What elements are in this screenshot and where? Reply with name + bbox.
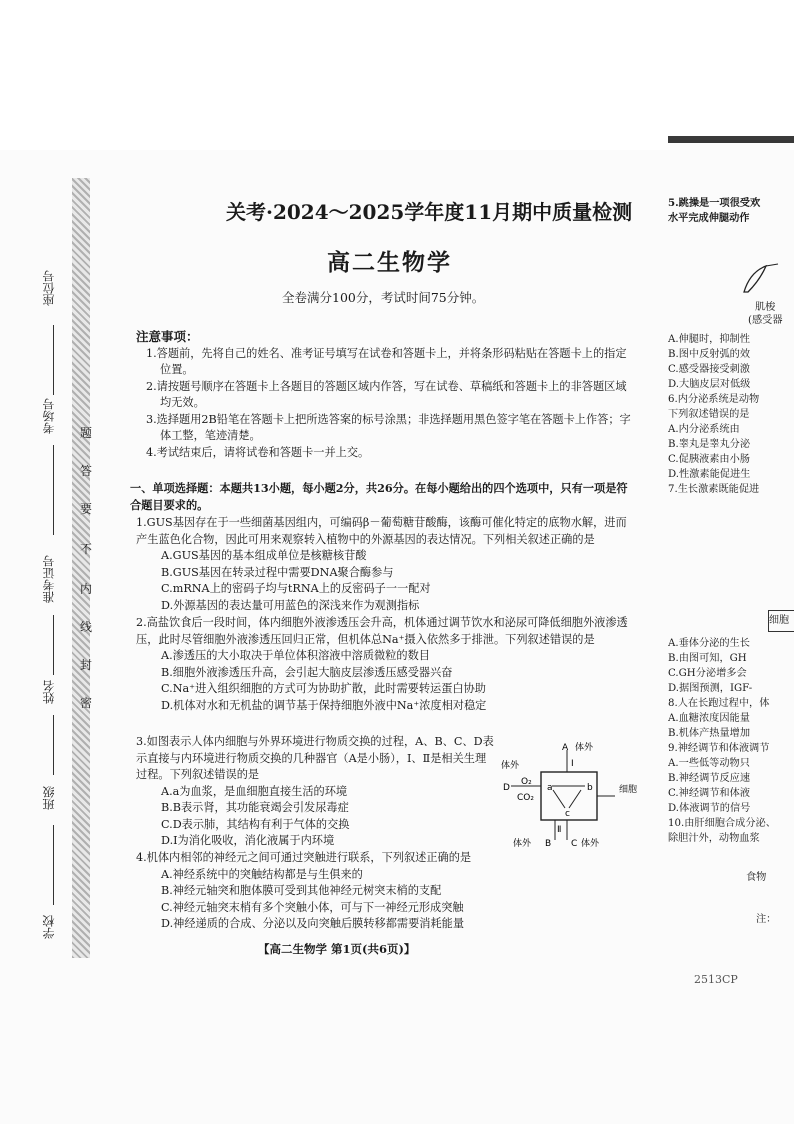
right-col-line: C.GH分泌增多会	[668, 668, 747, 679]
diag-label: a	[547, 783, 553, 793]
notice-item: 3.选择题用2B铅笔在答题卡上把所选答案的标号涂黑；非选择题用黑色签字笔在答题卡上作答；字体工整，笔迹清楚。	[146, 412, 631, 442]
question-1	[136, 515, 636, 614]
right-col-line: B.图中反射弧的效	[668, 349, 751, 360]
right-col-line: 水平完成伸腿动作	[668, 212, 750, 224]
class-line	[53, 825, 54, 905]
question-3	[136, 734, 496, 850]
exam-room-label: 考场号	[42, 398, 56, 434]
option: A.渗透压的大小取决于单位体积溶液中溶质微粒的数目	[161, 649, 430, 662]
right-col-line: 食物	[746, 872, 767, 883]
right-col-line: B.由图可知，GH	[668, 653, 747, 664]
exam-room-line	[53, 445, 54, 535]
page-code: 2513CP	[694, 973, 738, 986]
subject-title: 高二生物学	[327, 249, 452, 276]
option: B.细胞外液渗透压升高，会引起大脑皮层渗透压感受器兴奋	[161, 665, 453, 679]
right-col-line: C.促胰液素由小肠	[668, 454, 750, 465]
question-stem: 4.机体内相邻的神经元之间可通过突触进行联系，下列叙述正确的是	[136, 851, 472, 864]
seal-word: 答	[80, 464, 93, 478]
right-col-line: (感受器	[748, 315, 783, 326]
question-stem: 1.GUS基因存在于一些细菌基因组内，可编码β－葡萄糖苷酸酶，该酶可催化特定的底物水解，进而产生蓝色化合物，因此可用来观察转入植物中的外源基因的表达情况。下列相关叙述正确的是	[136, 516, 627, 546]
arrow-b-c	[569, 790, 581, 808]
admission-number-line	[53, 615, 54, 675]
class-label: 班级	[42, 786, 56, 810]
diag-label: CO₂	[517, 793, 534, 803]
question-4	[136, 850, 636, 933]
option: C.神经元轴突末梢有多个突触小体，可与下一神经元形成突触	[161, 900, 464, 914]
diag-label: 体外	[575, 743, 594, 753]
seal-word: 内	[80, 582, 93, 596]
right-col-line: 7.生长激素既能促进	[668, 484, 760, 495]
option: B.神经元轴突和胞体膜可受到其他神经元树突末梢的支配	[161, 884, 442, 897]
option: C.mRNA上的密码子均与tRNA上的反密码子一一配对	[161, 582, 431, 595]
right-col-line: 5.跳操是一项很受欢	[668, 197, 761, 209]
diag-label: b	[587, 783, 593, 793]
right-col-line: D.体液调节的信号	[668, 803, 751, 814]
question-2	[136, 615, 636, 714]
section-heading: 一、单项选择题：本题共13小题，每小题2分，共26分。在每小题给出的四个选项中，只有一项是符合题目要求的。	[130, 481, 628, 512]
right-col-line: 细胞	[769, 615, 789, 626]
diag-label: B	[545, 839, 552, 849]
right-col-line: D.据图预测，IGF-	[668, 683, 753, 694]
right-col-line: 注：	[756, 914, 777, 925]
diag-label: C	[571, 839, 578, 849]
right-col-line: 除胆汁外，动物血浆	[668, 833, 760, 844]
diag-label: 体外	[581, 839, 600, 849]
diag-label: A	[562, 743, 569, 753]
right-col-line: 8.人在长跑过程中，体	[668, 698, 770, 709]
diag-label: O₂	[521, 777, 532, 787]
figure-cell-box	[768, 610, 794, 632]
muscle-spindle-sketch	[740, 262, 780, 294]
seal-word: 题	[80, 426, 93, 440]
option: C.Na⁺进入组织细胞的方式可为协助扩散，此时需要转运蛋白协助	[161, 682, 486, 695]
right-col-line: 下列叙述错误的是	[668, 409, 750, 420]
notice-heading: 注意事项：	[136, 329, 199, 344]
notice-item: 4.考试结束后，请将试卷和答题卡一并上交。	[146, 445, 370, 459]
right-col-line: A.血糖浓度因能量	[668, 713, 750, 724]
right-col-line: 肌梭	[755, 302, 776, 313]
scan-edge-bar	[668, 136, 794, 143]
right-col-line: 9.神经调节和体液调节	[668, 743, 770, 754]
top-margin	[0, 0, 794, 150]
diag-label: D	[503, 783, 510, 793]
right-col-line: B.睾丸是睾丸分泌	[668, 439, 751, 450]
seal-word: 密	[80, 696, 93, 710]
diag-label: 体外	[501, 761, 520, 771]
right-col-line: D.大脑皮层对低级	[668, 379, 751, 390]
seat-number-label: 座位号	[42, 270, 56, 306]
right-col-line: C.神经调节和体液	[668, 788, 750, 799]
score-time-line: 全卷满分100分，考试时间75分钟。	[282, 290, 485, 305]
page-footer: 【高二生物学 第1页(共6页)】	[258, 942, 416, 956]
question-stem: 2.高盐饮食后一段时间，体内细胞外液渗透压会升高，机体通过调节饮水和泌尿可降低细胞外液渗透压，此时尽管细胞外液渗透压回归正常，但机体总Na⁺摄入依然多于排泄。下列叙述错误的是	[136, 616, 628, 646]
option: C.D表示肺，其结构有利于气体的交换	[161, 817, 350, 831]
right-col-line: A.一些低等动物只	[668, 758, 750, 769]
right-col-line: A.内分泌系统由	[668, 424, 740, 435]
seal-word: 线	[80, 620, 93, 634]
arrow-c-a	[553, 790, 565, 808]
seal-hatch-strip	[72, 178, 93, 958]
right-col-line: 10.由肝细胞合成分泌、	[668, 818, 776, 829]
notice-item: 2.请按题号顺序在答题卡上各题目的答题区域内作答，写在试卷、草稿纸和答题卡上的非答题区域均无效。	[146, 379, 627, 409]
seat-number-line	[53, 325, 54, 395]
diag-label: Ⅰ	[571, 759, 574, 769]
notice-item: 1.答题前，先将自己的姓名、准考证号填写在试卷和答题卡上，并将条形码粘贴在答题卡上的指定位置。	[146, 346, 627, 376]
right-col-line: B.神经调节反应速	[668, 773, 751, 784]
exam-title: 关考·2024～2025学年度11月期中质量检测	[226, 200, 633, 224]
right-col-line: A.伸腿时，抑制性	[668, 334, 750, 345]
option: B.B表示肾，其功能衰竭会引发尿毒症	[161, 801, 349, 814]
right-col-line: A.垂体分泌的生长	[668, 638, 750, 649]
notice-block	[136, 329, 636, 461]
school-label: 学校	[42, 915, 56, 939]
option: A.GUS基因的基本组成单位是核糖核苷酸	[161, 549, 367, 562]
diag-label: 细胞	[619, 785, 638, 795]
option: D.机体对水和无机盐的调节基于保持细胞外液中Na⁺浓度相对稳定	[161, 698, 487, 712]
admission-number-label: 准考证号	[42, 555, 56, 603]
option: A.神经系统中的突触结构都是与生俱来的	[161, 867, 363, 881]
diag-label: c	[565, 809, 570, 819]
option: D.Ⅰ为消化吸收，消化液属于内环境	[161, 834, 335, 847]
right-col-line: D.性激素能促进生	[668, 469, 751, 480]
option: A.a为血浆，是血细胞直接生活的环境	[161, 784, 348, 798]
question-stem: 3.如图表示人体内细胞与外界环境进行物质交换的过程，A、B、C、D表示直接与内环境进行物质交换的几种器官（A是小肠），Ⅰ、Ⅱ是相关生理过程。下列叙述错误的是	[136, 735, 494, 781]
right-col-line: B.机体产热量增加	[668, 728, 751, 739]
diag-label: 体外	[513, 839, 532, 849]
option: D.神经递质的合成、分泌以及向突触后膜转移都需要消耗能量	[161, 917, 465, 930]
right-col-line: 6.内分泌系统是动物	[668, 394, 760, 405]
seal-word: 封	[80, 658, 93, 672]
name-label: 姓名	[42, 680, 56, 704]
option: D.外源基因的表达量可用蓝色的深浅来作为观测指标	[161, 598, 420, 612]
diag-label: Ⅱ	[557, 825, 562, 835]
seal-word: 不	[80, 542, 93, 556]
right-col-line: C.感受器接受刺激	[668, 364, 750, 375]
seal-word: 要	[80, 502, 93, 516]
q3-exchange-diagram	[497, 742, 642, 850]
name-line	[53, 715, 54, 775]
option: B.GUS基因在转录过程中需要DNA聚合酶参与	[161, 565, 394, 579]
